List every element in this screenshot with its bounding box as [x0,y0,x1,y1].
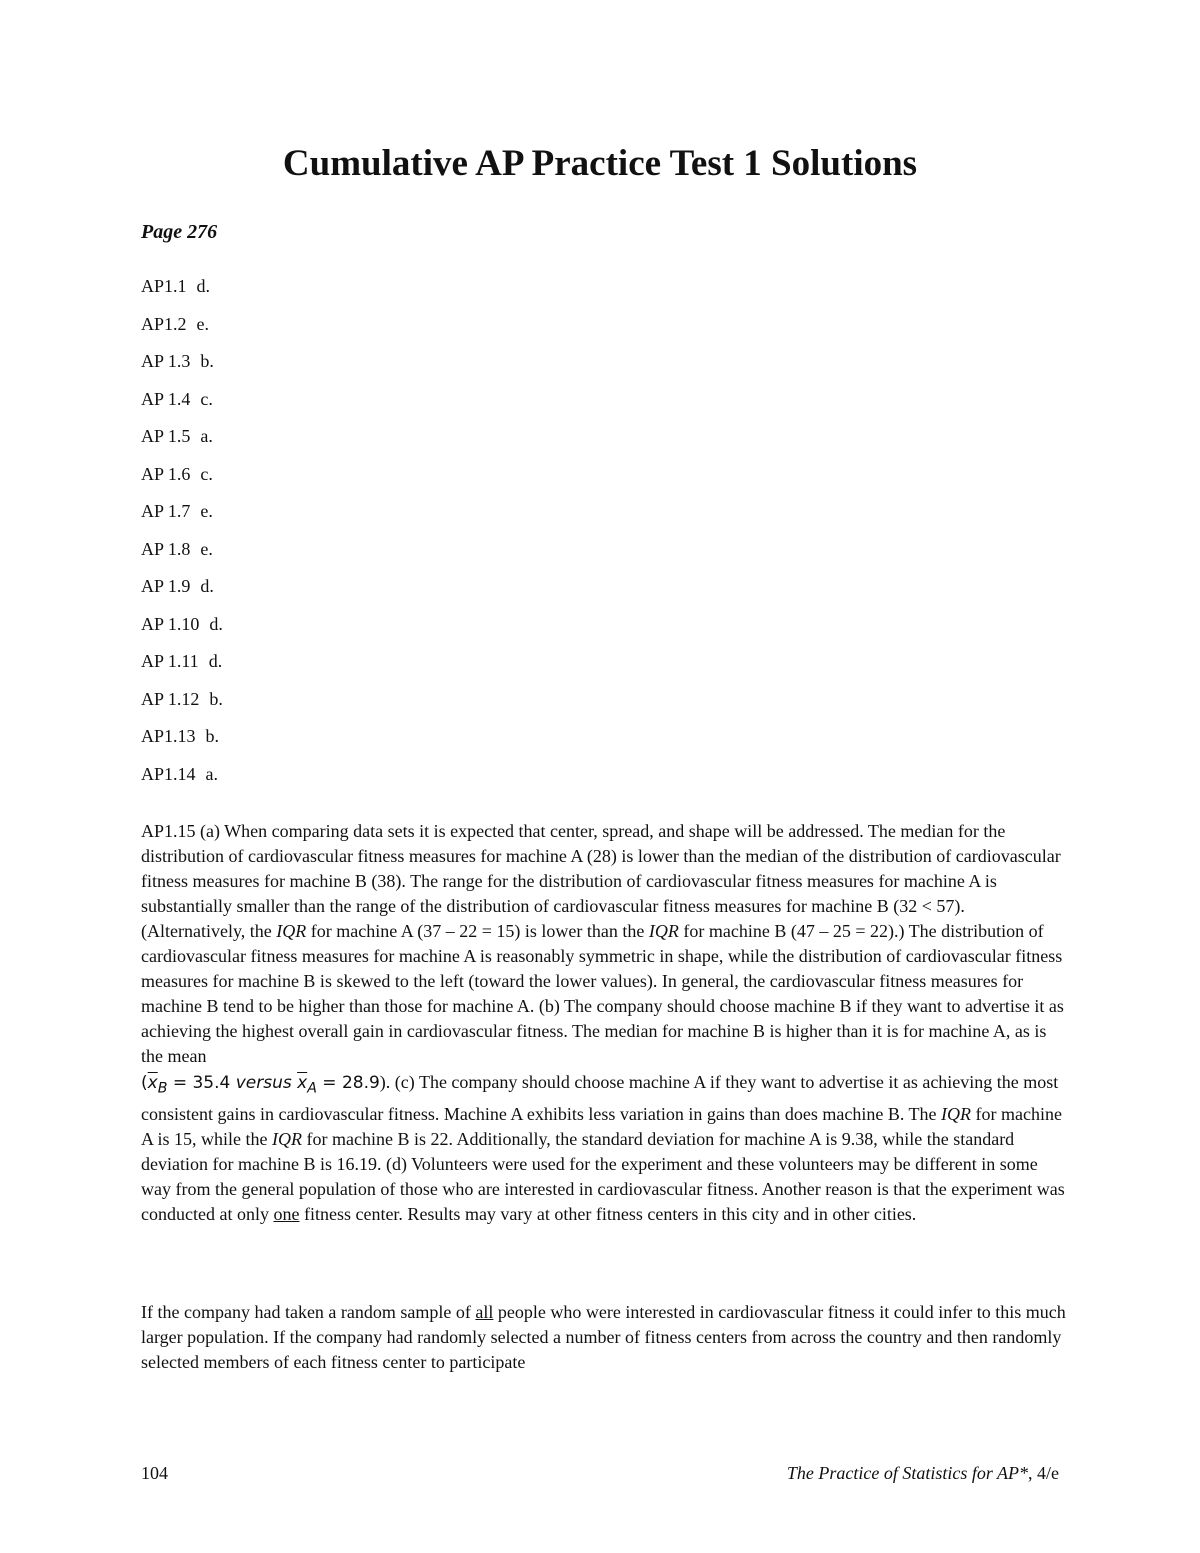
answer-item [141,499,223,537]
answer-choice: d. [200,576,214,596]
answer-choice: b. [200,351,214,371]
random-sampling-paragraph [141,1300,1066,1375]
underlined-one: one [273,1204,300,1225]
answer-choice: a. [200,426,213,446]
answer-number: AP 1.3 [141,351,191,371]
answer-item [141,424,223,462]
answer-ap1-15-paragraph: AP1.15 (a) When comparing data sets it is expected that center, spread, and shape will be addressed. The median for the distribution of cardiovascular fitness measures for machine A (28) is lower than the median of the distribution of cardiovascular fitness measures for machine B (38). The range for the distribution of cardiovascular fitness measures for machine A is substantially smaller than the range of the distribution of cardiovascular fitness measures for machine B (32 < 57). (Alternatively, the IQR for machine A (37 – 22 = 15) is lower than the IQR for machine B (47 – 25 = 22).) The distribution of cardiovascular fitness measures for machine A is reasonably symmetric in shape, while the distribution of cardiovascular fitness measures for machine B is skewed to the left (toward the lower values). In general, the cardiovascular fitness measures for machine B tend to be higher than those for machine A. (b) The company should choose machine B if they want to advertise it as achieving the highest overall gain in cardiovascular fitness. The median for machine B is higher than it is for machine A, as is the mean ($\overline{x}_B = 35.4$ versus $\overline{x}_A = 28.9$). (c) The company should choose machine A if they want to advertise it as achieving the most consistent gains in cardiovascular fitness. Machine A exhibits less variation in gains than does machine B. The IQR for machine A is 15, while the IQR for machine B is 22. Additionally, the standard deviation for machine A is 9.38, while the standard deviation for machine B is 16.19. (d) Volunteers were used for the experiment and these volunteers may be different in some way from the general population of those who are interested in cardiovascular fitness. Another reason is that the experiment was conducted at only one fitness center. Results may vary at other fitness centers in this city and in other cities. [141,821,1065,1225]
text-run: for machine B is 22. Additionally, the standard deviation for machine A is 9.38, while the standard deviation for machine B is 16.19. (d) Volunteers were used for the experiment and these volunteers may be different in some way from the general population of those who are interested in cardiovascular fitness. Another reason is that the experiment was conducted at only [141,1129,1065,1225]
answer-item [141,762,223,800]
iqr-term: IQR [648,921,679,941]
answer-item [141,349,223,387]
answer-number: AP 1.7 [141,501,191,521]
answer-item [141,649,223,687]
answer-choice: d. [196,276,211,296]
answer-item [141,724,223,762]
answer-number: AP 1.10 [141,613,200,634]
answer-choice: d. [208,651,223,671]
text-run: AP1.15 (a) When comparing data sets it is expected that center, spread, and shape will be addressed. The median for the distribution of cardiovascular fitness measures for machine A (28) is lower than the median of the distribution of cardiovascular fitness measures for machine B (38). The range for the distribution of cardiovascular fitness measures for machine A is substantially smaller than the range of the distribution of cardiovascular fitness measures for machine B (32 < 57). (Alternatively, the [141,821,1061,941]
mean-comparison-formula: ($\overline{x}_B = 35.4$ versus $\overline{x}_A = 28.9$ [141,1073,380,1097]
answer-item [141,612,223,650]
text-run: people who were interested in cardiovascular fitness it could infer to this much larger population. If the company had randomly selected a number of fitness centers from across the country and then randomly selected members of each fitness center to participate [141,1302,1066,1372]
text-run: (c) The company should choose machine A if they want to advertise it as achieving the most consistent gains in cardiovascular fitness. Machine A exhibits less variation in gains than does machine B. The [141,1072,1059,1125]
answer-item [141,537,223,575]
iqr-term: IQR [276,921,307,941]
answer-number: AP 1.9 [141,576,191,596]
answer-number: AP1.13 [141,726,196,746]
answer-item [141,387,223,425]
footer-book-title: The Practice of Statistics for AP*, 4/e [786,1463,1059,1483]
answer-number: AP 1.4 [141,388,191,409]
answer-choice: c. [200,463,213,484]
answer-number: AP 1.12 [141,688,200,709]
answer-choice: e. [200,501,213,521]
text-run: If the company had taken a random sample of [141,1302,476,1322]
underlined-all: all [475,1302,494,1322]
mean-b-symbol: $\overline{x}$ [147,1073,158,1093]
answer-item [141,574,223,612]
page-reference: Page 276 [141,221,218,243]
page-title: Cumulative AP Practice Test 1 Solutions [282,143,918,184]
iqr-term: IQR [272,1129,302,1150]
answer-number: AP 1.5 [141,426,191,446]
answer-choice: d. [209,613,223,634]
answer-list [141,274,223,799]
answer-item [141,462,223,500]
answer-number: AP1.14 [141,763,196,784]
answer-number: AP1.2 [141,313,187,334]
text-run: for machine A is 15, while the [141,1104,1062,1150]
answer-item [141,274,223,312]
text-run: for machine B (47 – 25 = 22).) The distribution of cardiovascular fitness measures for machine A is reasonably symmetric in shape, while the distribution of cardiovascular fitness measures for machine B is skewed to the left (toward the lower values). In general, the cardiovascular fitness measures for machine B tend to be higher than those for machine A. (b) The company should choose machine B if they want to advertise it as achieving the highest overall gain in cardiovascular fitness. The median for machine B is higher than it is for machine A, as is the mean [141,921,1064,1066]
footer-page-number: 104 [141,1463,168,1483]
answer-number: AP 1.6 [141,463,191,484]
answer-item [141,312,223,350]
answer-choice: c. [200,388,213,409]
answer-choice: e. [200,538,213,559]
mean-a-symbol: $\overline{x}$ [297,1073,308,1093]
iqr-term: IQR [941,1104,971,1125]
text-run: fitness center. Results may vary at other fitness centers in this city and in other cities. [299,1204,917,1225]
answer-choice: a. [205,763,219,784]
answer-choice: b. [205,726,220,746]
answer-number: AP1.1 [141,276,187,296]
answer-choice: e. [196,313,210,334]
answer-choice: b. [209,688,223,709]
answer-number: AP 1.11 [141,651,199,671]
text-run: for machine A (37 – 22 = 15) is lower than the [306,921,649,941]
answer-number: AP 1.8 [141,538,191,559]
answer-item [141,687,223,725]
